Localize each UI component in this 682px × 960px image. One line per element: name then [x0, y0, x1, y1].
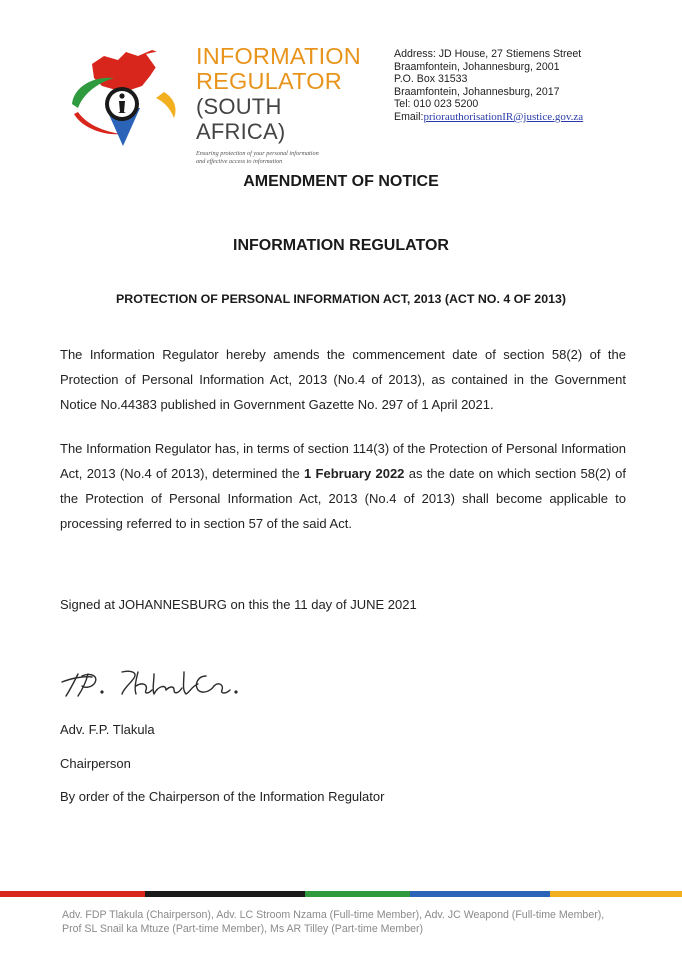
- tagline-line-1: Ensuring protection of your personal information: [196, 150, 319, 157]
- paragraph-text-before: The Information Regulator has, in terms of section 114(3) of the Protection of Personal Information Act, 2013 (No.4 of 2013), determined the: [60, 441, 626, 481]
- signatory-order: By order of the Chairperson of the Information Regulator: [60, 789, 385, 804]
- signed-location-date: Signed at JOHANNESBURG on this the 11 day of JUNE 2021: [60, 597, 417, 612]
- paragraph-determination: [60, 436, 626, 536]
- address-line-3: P.O. Box 31533: [394, 73, 468, 86]
- info-regulator-logo-icon: [60, 46, 186, 150]
- paragraph-amendment: The Information Regulator hereby amends the commencement date of section 58(2) of the Protection of Personal Information Act, 2013 (No.4 of 2013), as contained in the Government Notice No.44383 published in Government Gazette No. 297 of 1 April 2021.: [60, 347, 626, 412]
- address-line-5: Tel: 010 023 5200: [394, 98, 479, 111]
- footer-members: Adv. FDP Tlakula (Chairperson), Adv. LC Stroom Nzama (Full-time Member), Adv. JC Weapond (Full-time Member), Prof SL Snail ka Mtuze (Part-time Member), Ms AR Tilley (Part-time Member): [62, 909, 605, 935]
- signatory-name: Adv. F.P. Tlakula: [60, 722, 155, 737]
- email-row: [394, 111, 644, 124]
- commencement-date: 1 February 2022: [304, 466, 405, 481]
- contact-address: [394, 48, 644, 124]
- tagline-line-2: and effective access to information: [196, 158, 283, 165]
- stripe-black: [145, 891, 305, 897]
- logo-wordmark: [196, 44, 366, 166]
- paragraph-text-after: as the date on which section 58(2) of the Protection of Personal Information Act, 2013 (No.4 of 2013) shall become applicable to processing referred to in section 57 of the said Act.: [60, 466, 627, 531]
- stripe-green: [305, 891, 410, 897]
- logo-line-1: INFORMATION: [196, 43, 361, 69]
- address-line-1: Address: JD House, 27 Stiemens Street: [394, 48, 582, 60]
- address-line-2: Braamfontein, Johannesburg, 2001: [394, 60, 560, 73]
- stripe-red: [0, 891, 145, 897]
- regulator-heading: INFORMATION REGULATOR: [233, 237, 449, 254]
- logo-tagline: [196, 150, 366, 166]
- signatory-role: Chairperson: [60, 756, 131, 771]
- email-label: Email:: [394, 110, 424, 123]
- handwritten-signature-icon: [58, 662, 278, 702]
- letterhead: [60, 40, 640, 165]
- logo-line-2: REGULATOR: [196, 68, 342, 94]
- act-heading: PROTECTION OF PERSONAL INFORMATION ACT, 2013 (ACT NO. 4 OF 2013): [115, 292, 567, 306]
- footer-color-stripe: [0, 891, 682, 897]
- logo-line-3: (SOUTH AFRICA): [196, 94, 286, 144]
- email-link[interactable]: priorauthorisationIR@justice.gov.za: [423, 110, 584, 123]
- stripe-blue: [410, 891, 550, 897]
- stripe-yellow: [550, 891, 682, 897]
- address-line-4: Braamfontein, Johannesburg, 2017: [394, 85, 560, 98]
- notice-title: AMENDMENT OF NOTICE: [243, 173, 439, 190]
